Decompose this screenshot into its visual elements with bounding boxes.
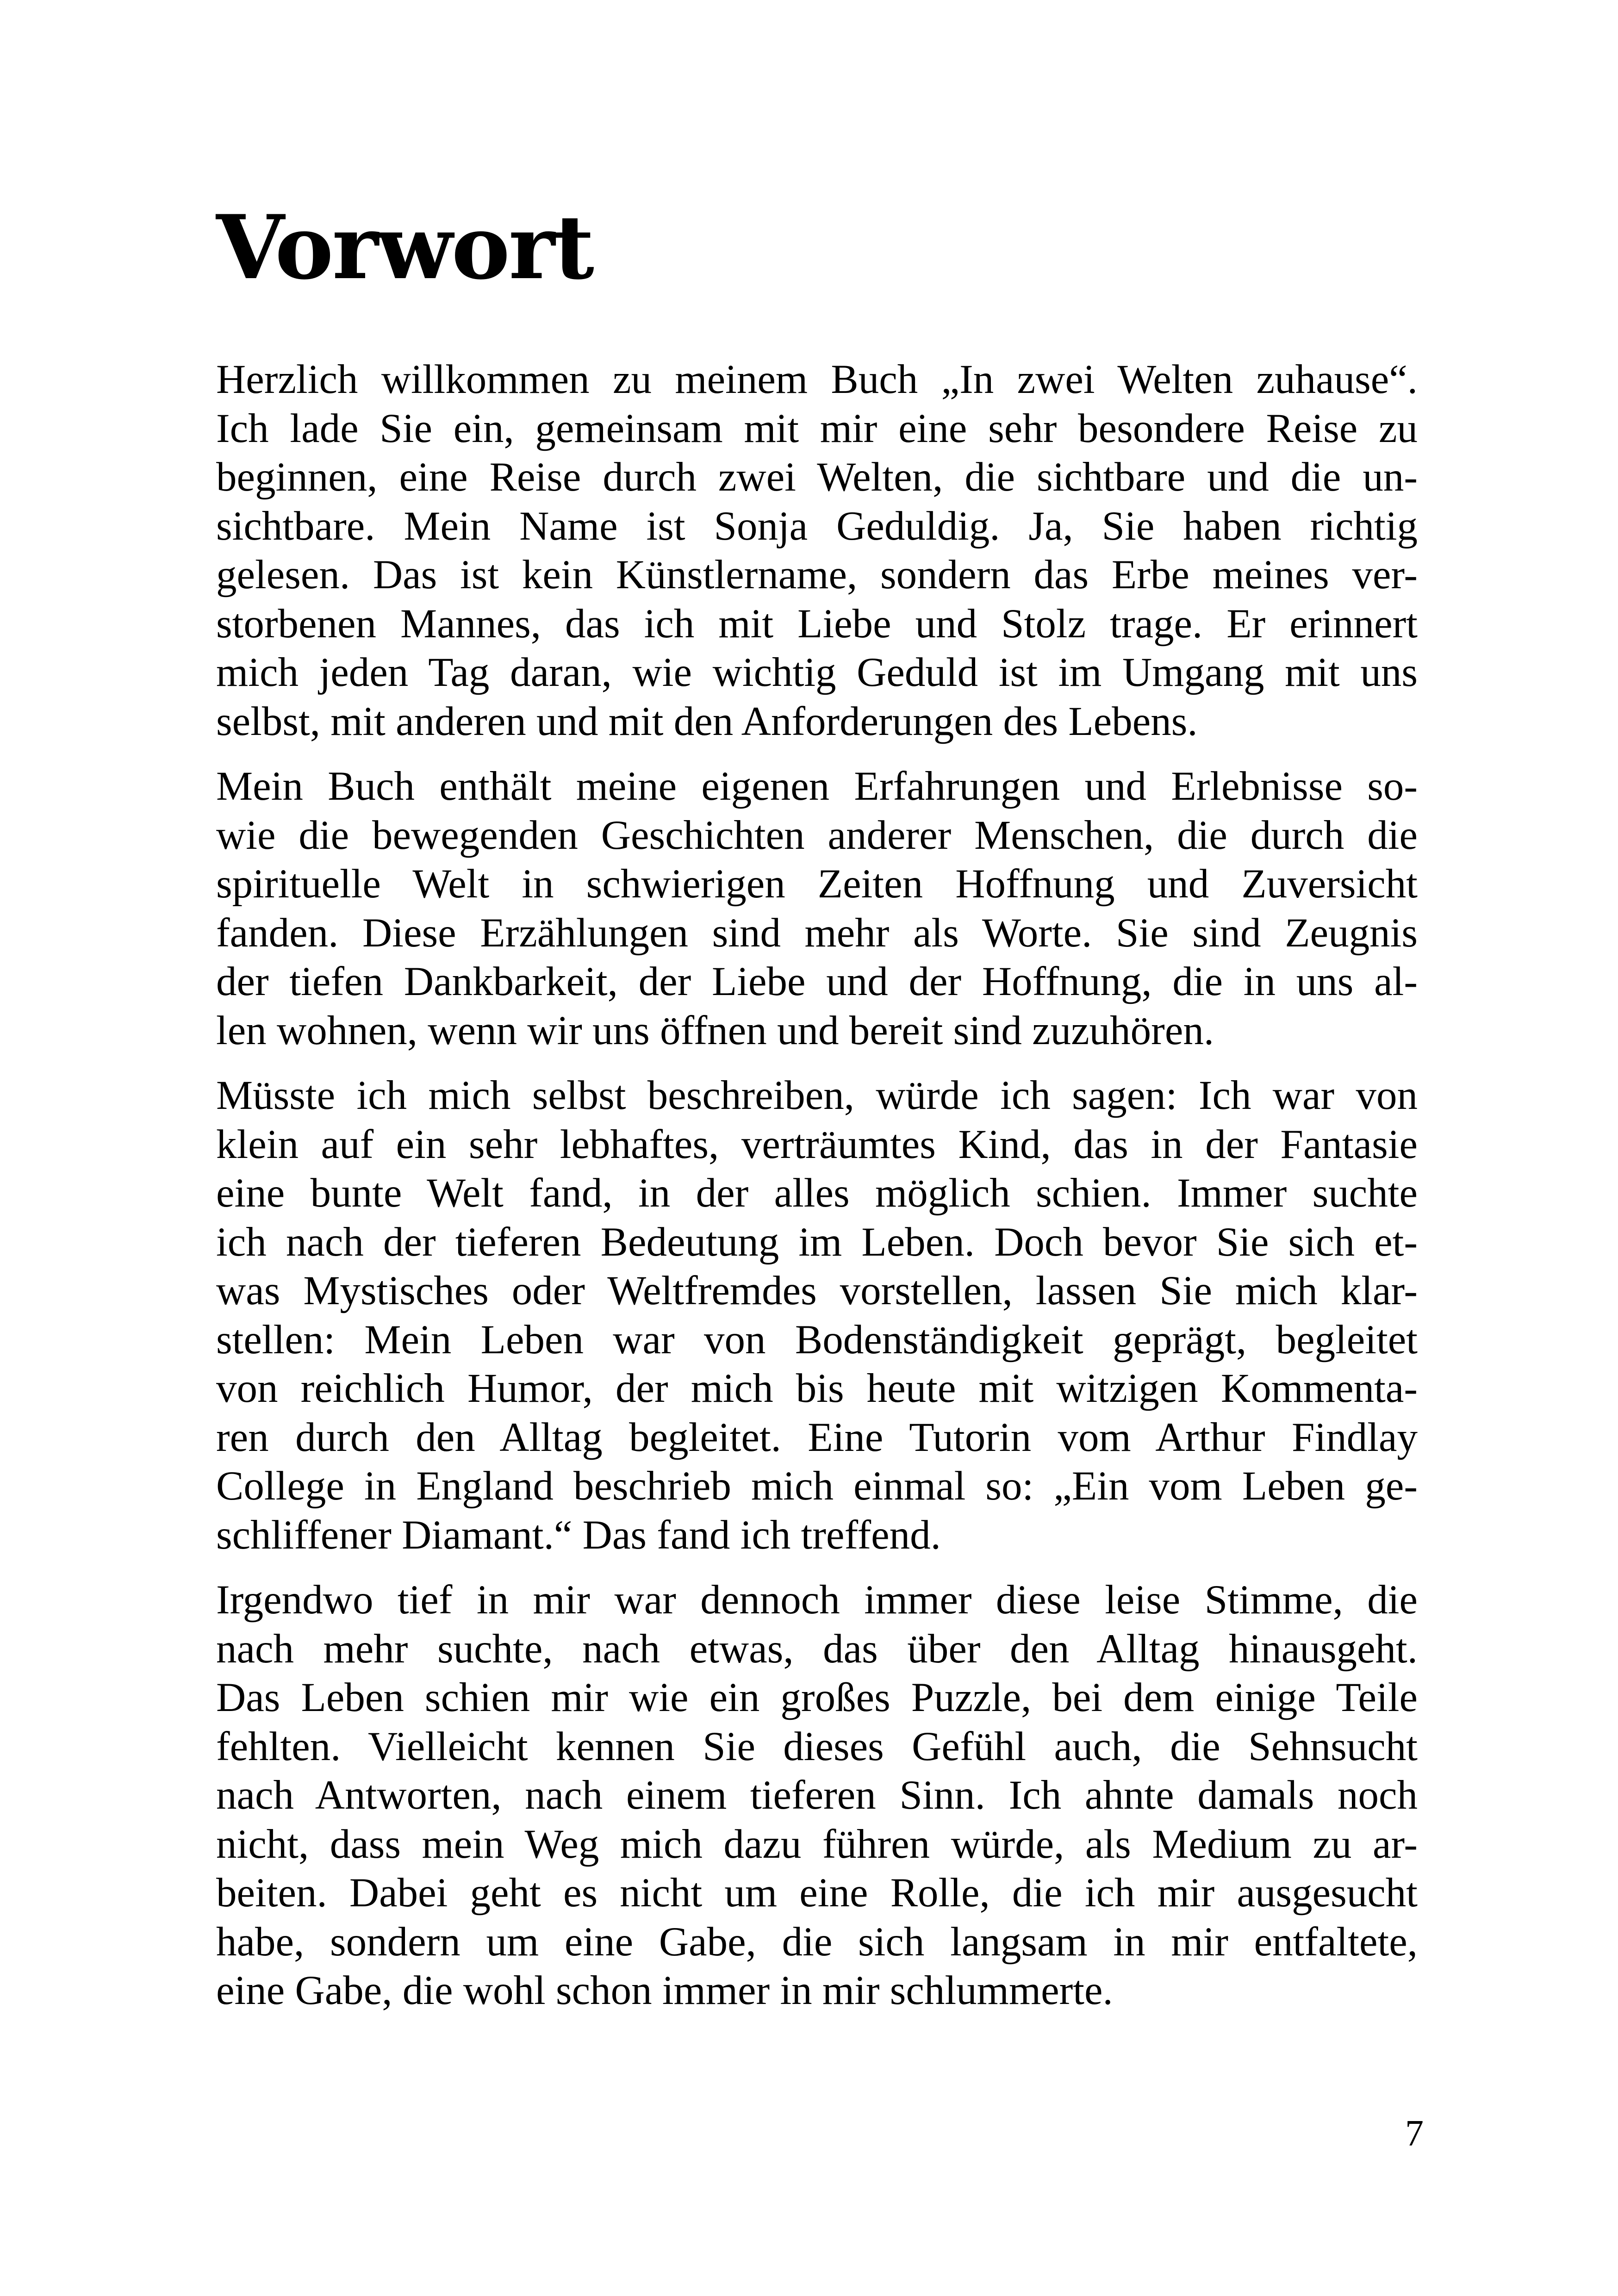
text-line: sichtbare. Mein Name ist Sonja Geduldig. Ja, Sie haben richtig (216, 503, 1418, 549)
text-line: von reichlich Humor, der mich bis heute mit witzigen Kommenta- (216, 1366, 1418, 1411)
text-line: eine Gabe, die wohl schon immer in mir schlummerte. (216, 1968, 1113, 2013)
text-line: wie die bewegenden Geschichten anderer Menschen, die durch die (216, 812, 1418, 858)
chapter-title: Vorwort (216, 196, 593, 299)
text-line: klein auf ein sehr lebhaftes, verträumtes Kind, das in der Fantasie (216, 1121, 1418, 1167)
paragraph-4 (216, 1576, 1418, 2016)
text-line: Mein Buch enthält meine eigenen Erfahrungen und Erlebnisse so- (216, 764, 1418, 809)
text-line: Herzlich willkommen zu meinem Buch „In zwei Welten zuhause“. (216, 357, 1418, 402)
text-line: storbenen Mannes, das ich mit Liebe und Stolz trage. Er erinnert (216, 601, 1418, 647)
body-text (216, 355, 1418, 2032)
text-line: nach Antworten, nach einem tieferen Sinn. Ich ahnte damals noch (216, 1773, 1418, 1818)
text-line: was Mystisches oder Weltfremdes vorstellen, lassen Sie mich klar- (216, 1268, 1418, 1313)
text-line: Irgendwo tief in mir war dennoch immer diese leise Stimme, die (216, 1577, 1418, 1623)
text-line: fehlten. Vielleicht kennen Sie dieses Gefühl auch, die Sehnsucht (216, 1724, 1418, 1769)
text-line: Ich lade Sie ein, gemeinsam mit mir eine sehr besondere Reise zu (216, 405, 1418, 451)
text-line: der tiefen Dankbarkeit, der Liebe und der Hoffnung, die in uns al- (216, 959, 1418, 1004)
paragraph-2 (216, 762, 1418, 1055)
text-line: len wohnen, wenn wir uns öffnen und bereit sind zuzuhören. (216, 1008, 1214, 1053)
text-line: Müsste ich mich selbst beschreiben, würde ich sagen: Ich war von (216, 1073, 1418, 1118)
text-line: stellen: Mein Leben war von Bodenständigkeit geprägt, begleitet (216, 1317, 1418, 1363)
text-line: College in England beschrieb mich einmal so: „Ein vom Leben ge- (216, 1463, 1418, 1509)
text-line: beginnen, eine Reise durch zwei Welten, die sichtbare und die un- (216, 454, 1418, 500)
text-line: fanden. Diese Erzählungen sind mehr als Worte. Sie sind Zeugnis (216, 910, 1418, 956)
text-line: gelesen. Das ist kein Künstlername, sondern das Erbe meines ver- (216, 552, 1418, 597)
text-line: nicht, dass mein Weg mich dazu führen würde, als Medium zu ar- (216, 1821, 1418, 1867)
text-line: nach mehr suchte, nach etwas, das über den Alltag hinausgeht. (216, 1626, 1418, 1672)
text-line: ren durch den Alltag begleitet. Eine Tutorin vom Arthur Findlay (216, 1414, 1418, 1460)
text-line: Das Leben schien mir wie ein großes Puzzle, bei dem einige Teile (216, 1675, 1418, 1720)
text-line: beiten. Dabei geht es nicht um eine Rolle, die ich mir ausgesucht (216, 1870, 1418, 1916)
text-line: ich nach der tieferen Bedeutung im Leben. Doch bevor Sie sich et- (216, 1219, 1418, 1265)
paragraph-3 (216, 1071, 1418, 1560)
text-line: selbst, mit anderen und mit den Anforderungen des Lebens. (216, 698, 1198, 744)
page-number: 7 (1405, 2113, 1424, 2154)
text-line: habe, sondern um eine Gabe, die sich langsam in mir entfaltete, (216, 1919, 1418, 1965)
paragraph-1 (216, 355, 1418, 746)
text-line: schliffener Diamant.“ Das fand ich treffend. (216, 1512, 941, 1558)
text-line: eine bunte Welt fand, in der alles möglich schien. Immer suchte (216, 1170, 1418, 1216)
text-line: spirituelle Welt in schwierigen Zeiten Hoffnung und Zuversicht (216, 861, 1418, 907)
text-line: mich jeden Tag daran, wie wichtig Geduld ist im Umgang mit uns (216, 650, 1418, 695)
